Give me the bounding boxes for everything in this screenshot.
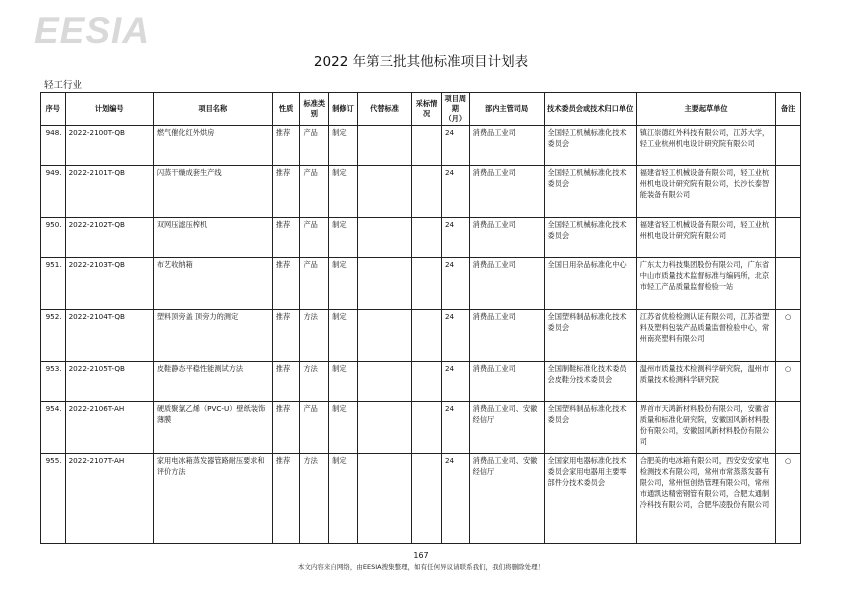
cell-project: 家用电冰箱蒸发器管路耐压要求和评价方法 [153,454,272,544]
cell-type: 制定 [329,454,358,544]
cell-category: 产品 [300,258,329,310]
cell-seq: 953. [41,362,66,402]
table-header-row [41,93,801,126]
cell-committee: 全国轻工机械标准化技术委员会 [544,218,636,258]
cell-seq: 948. [41,126,66,166]
cell-drafter: 广东太力科技集团股份有限公司，广东省中山市质量技术监督标准与编码所，北京市轻工产品质量监督检验一站 [636,258,775,310]
header-project: 项目名称 [153,93,272,126]
remark-circle-mark: ○ [785,364,792,373]
cell-project: 燃气催化红外烘房 [153,126,272,166]
cell-seq: 955. [41,454,66,544]
header-period: 项目周期（月） [441,93,469,126]
cell-type: 制定 [329,362,358,402]
cell-drafter: 福建省轻工机械设备有限公司，轻工业杭州机电设计研究院有限公司，长沙长泰智能装备有限公司 [636,166,775,218]
cell-note [776,454,801,544]
cell-note [776,258,801,310]
cell-note [776,362,801,402]
cell-replaced [357,126,411,166]
cell-dept: 消费品工业司、安徽经信厅 [469,454,544,544]
cell-plan-no: 2022-2102T-QB [65,218,153,258]
eesia-logo: EESIA [34,10,151,51]
cell-project: 硬质聚氯乙烯（PVC-U）壁纸装饰薄膜 [153,402,272,454]
cell-nature: 推荐 [272,402,300,454]
cell-type: 制定 [329,218,358,258]
cell-drafter: 合肥美的电冰箱有限公司，西安安安家电检测技术有限公司，常州市常蒸蒸发器有限公司，常州恒创热管理有限公司，常州市通凯达精密钢管有限公司，合肥太通制冷科技有限公司，合肥华凌股份有限公司 [636,454,775,544]
table-row [41,310,801,362]
table-row [41,218,801,258]
cell-committee: 全国轻工机械标准化技术委员会 [544,166,636,218]
cell-project: 塑料顶旁盖 顶旁力的测定 [153,310,272,362]
cell-replaced [357,218,411,258]
header-plan-no: 计划编号 [65,93,153,126]
header-replaced: 代替标准 [357,93,411,126]
header-committee: 技术委员会或技术归口单位 [544,93,636,126]
cell-replaced [357,166,411,218]
cell-plan-no: 2022-2107T-AH [65,454,153,544]
header-category: 标准类别 [300,93,329,126]
header-dept: 部内主管司局 [469,93,544,126]
cell-project: 闪蒸干燥成套生产线 [153,166,272,218]
cell-dept: 消费品工业司 [469,166,544,218]
cell-type: 制定 [329,310,358,362]
remark-circle-mark: ○ [785,456,792,465]
cell-replaced [357,362,411,402]
cell-drafter: 福建省轻工机械设备有限公司，轻工业杭州机电设计研究院有限公司 [636,218,775,258]
cell-plan-no: 2022-2103T-QB [65,258,153,310]
cell-period: 24 [441,258,469,310]
cell-project: 双网压滤压榨机 [153,218,272,258]
cell-dept: 消费品工业司 [469,362,544,402]
cell-seq: 950. [41,218,66,258]
cell-type: 制定 [329,258,358,310]
standards-plan-table [40,92,801,544]
footer-disclaimer: 本文内容来自网络，由EESIA搜集整理，如有任何异议请联系我们，我们将删除处理！ [297,563,545,571]
cell-category: 方法 [300,310,329,362]
cell-committee: 全国家用电器标准化技术委员会家用电器用主要零部件分技术委员会 [544,454,636,544]
cell-category: 产品 [300,126,329,166]
cell-drafter: 镇江崇德红外科技有限公司，江苏大学，轻工业杭州机电设计研究院有限公司 [636,126,775,166]
cell-nature: 推荐 [272,218,300,258]
cell-note [776,126,801,166]
cell-dept: 消费品工业司 [469,126,544,166]
cell-type: 制定 [329,166,358,218]
cell-note [776,310,801,362]
cell-note [776,402,801,454]
header-seq: 序号 [41,93,66,126]
cell-adoption [412,310,442,362]
cell-period: 24 [441,126,469,166]
cell-committee: 全国制鞋标准化技术委员会皮鞋分技术委员会 [544,362,636,402]
cell-committee: 全国塑料制品标准化技术委员会 [544,310,636,362]
cell-period: 24 [441,402,469,454]
table-row [41,126,801,166]
cell-plan-no: 2022-2101T-QB [65,166,153,218]
cell-dept: 消费品工业司 [469,310,544,362]
cell-category: 产品 [300,218,329,258]
header-note: 备注 [776,93,801,126]
cell-category: 方法 [300,454,329,544]
header-drafter: 主要起草单位 [636,93,775,126]
cell-adoption [412,166,442,218]
cell-dept: 消费品工业司 [469,258,544,310]
cell-type: 制定 [329,402,358,454]
cell-seq: 951. [41,258,66,310]
page-title: 2022 年第三批其他标准项目计划表 [313,54,529,70]
cell-replaced [357,402,411,454]
cell-plan-no: 2022-2100T-QB [65,126,153,166]
cell-type: 制定 [329,126,358,166]
sector-label: 轻工行业 [44,80,83,91]
cell-seq: 954. [41,402,66,454]
table-row [41,166,801,218]
cell-drafter: 界首市天鸿新材料股份有限公司，安徽省质量和标准化研究院，安徽国风新材料股份有限公司，安徽国风新材料股份有限公司 [636,402,775,454]
cell-adoption [412,258,442,310]
cell-project: 皮鞋静态平稳性能测试方法 [153,362,272,402]
cell-nature: 推荐 [272,362,300,402]
cell-committee: 全国轻工机械标准化技术委员会 [544,126,636,166]
table-row [41,402,801,454]
cell-replaced [357,310,411,362]
cell-period: 24 [441,362,469,402]
cell-plan-no: 2022-2105T-QB [65,362,153,402]
cell-plan-no: 2022-2104T-QB [65,310,153,362]
cell-period: 24 [441,310,469,362]
table-row [41,454,801,544]
cell-adoption [412,402,442,454]
header-nature: 性质 [272,93,300,126]
cell-plan-no: 2022-2106T-AH [65,402,153,454]
cell-period: 24 [441,166,469,218]
cell-nature: 推荐 [272,310,300,362]
table-row [41,258,801,310]
cell-adoption [412,454,442,544]
cell-adoption [412,218,442,258]
cell-dept: 消费品工业司、安徽经信厅 [469,402,544,454]
cell-seq: 952. [41,310,66,362]
cell-nature: 推荐 [272,166,300,218]
cell-replaced [357,454,411,544]
cell-note [776,166,801,218]
cell-nature: 推荐 [272,454,300,544]
cell-adoption [412,362,442,402]
cell-committee: 全国日用杂品标准化中心 [544,258,636,310]
cell-seq: 949. [41,166,66,218]
cell-category: 产品 [300,402,329,454]
cell-dept: 消费品工业司 [469,218,544,258]
cell-nature: 推荐 [272,126,300,166]
cell-drafter: 江苏省优检检测认证有限公司，江苏省塑料及塑料包装产品质量监督检验中心，常州南亮塑料有限公司 [636,310,775,362]
cell-note [776,218,801,258]
cell-category: 方法 [300,362,329,402]
cell-category: 产品 [300,166,329,218]
page-number: 167 [413,551,429,560]
cell-committee: 全国塑料制品标准化技术委员会 [544,402,636,454]
cell-period: 24 [441,454,469,544]
cell-replaced [357,258,411,310]
remark-circle-mark: ○ [785,312,792,321]
cell-adoption [412,126,442,166]
header-type: 制修订 [329,93,358,126]
table-row [41,362,801,402]
cell-project: 布艺收纳箱 [153,258,272,310]
cell-period: 24 [441,218,469,258]
cell-nature: 推荐 [272,258,300,310]
cell-drafter: 温州市质量技术检测科学研究院，温州市质量技术检测科学研究院 [636,362,775,402]
header-adoption: 采标情况 [412,93,442,126]
